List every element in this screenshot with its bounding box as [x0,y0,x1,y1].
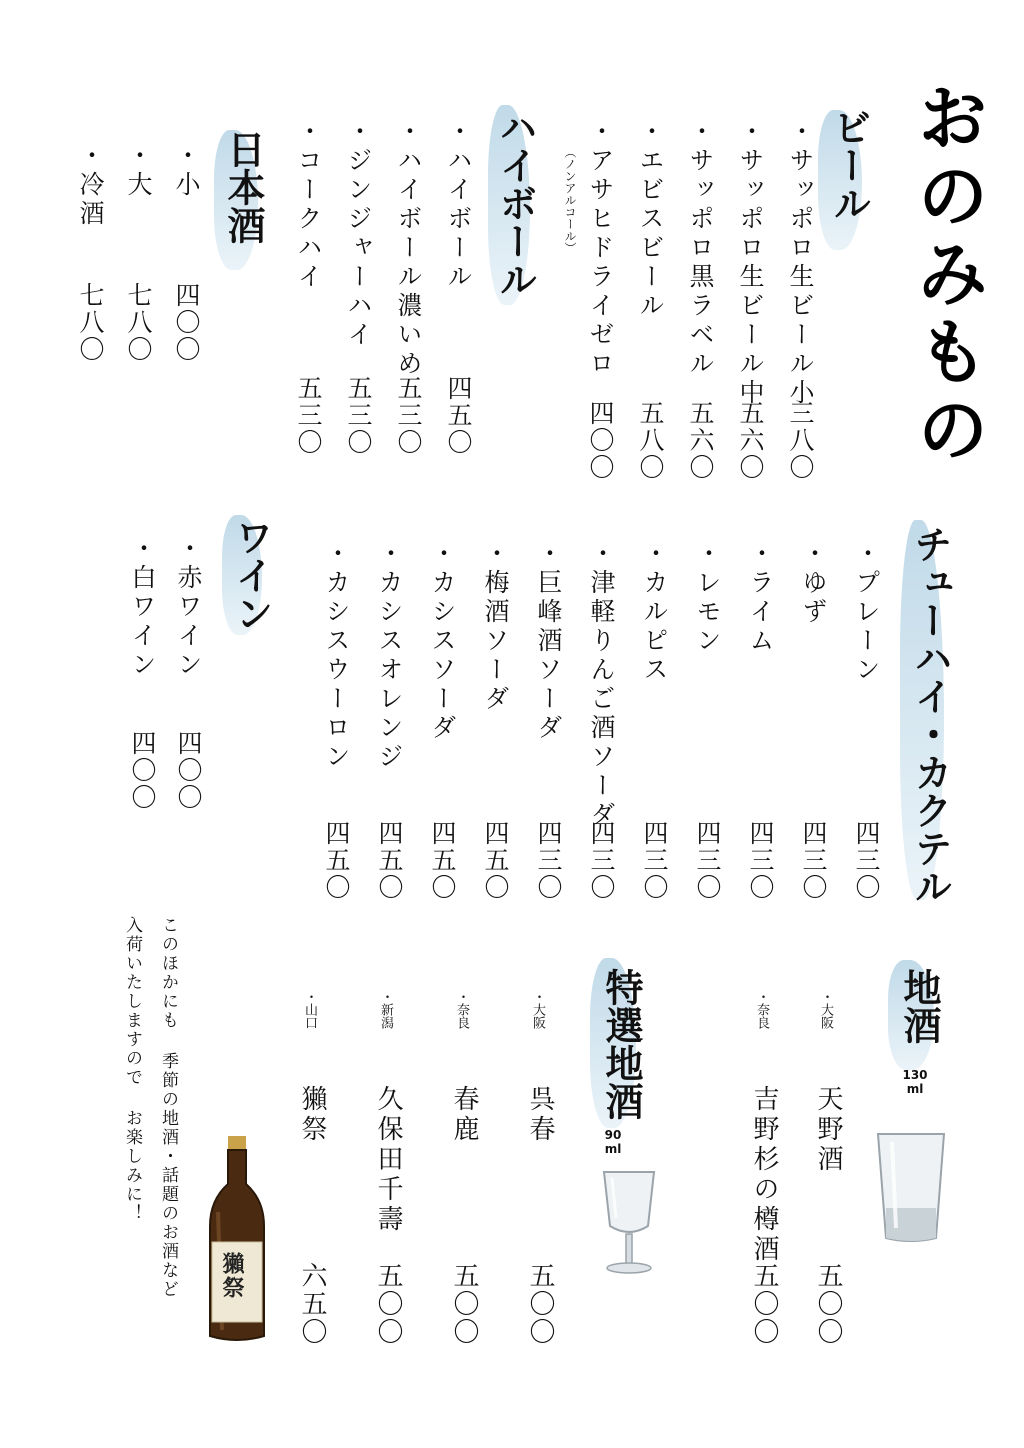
chuhai-item-name: ・カルピス [640,540,669,685]
chuhai-item-name: ・ライム [746,540,775,656]
chuhai-item-price: 四三〇 [640,820,669,901]
chuhai-item-price: 四三〇 [799,820,828,901]
jizake-item-price: 五〇〇 [749,1262,779,1346]
sake-item-price: 四〇〇 [172,282,201,363]
special-item-region: ・奈良 [454,990,469,1029]
jizake-item-price: 五〇〇 [813,1262,843,1346]
wine-item-name: ・赤ワイン [174,535,203,680]
highball-item-price: 五三〇 [394,375,423,456]
highball-title: ハイボール [493,108,537,298]
chuhai-title: チューハイ・カクテル [908,525,952,905]
special-item-price: 六五〇 [297,1262,327,1346]
sake-item-price: 七八〇 [76,282,105,363]
chuhai-item-price: 四五〇 [428,820,457,901]
beer-item-price: 五六〇 [736,400,765,481]
beer-item-name: ・サッポロ生ビール中 [736,118,765,408]
special-item-price: 五〇〇 [525,1262,555,1346]
chuhai-item-name: ・カシスオレンジ [375,540,404,772]
wine-item-price: 四〇〇 [174,730,203,811]
special-item-price: 五〇〇 [449,1262,479,1346]
sake-bottle-image [204,1134,270,1344]
beer-item-name: ・サッポロ黒ラベル [686,118,715,379]
special-item-region: ・大阪 [530,990,545,1029]
sake-item-name: ・冷酒 [76,142,105,229]
jizake-item-name: 吉野杉の樽酒 [749,1085,779,1265]
sake-title: 日本酒 [221,130,265,244]
wine-item-price: 四〇〇 [128,730,157,811]
chuhai-item-price: 四五〇 [481,820,510,901]
jizake-item-region: ・奈良 [754,990,769,1029]
chuhai-item-name: ・梅酒ソーダ [481,540,510,714]
bottle-label: 獺祭 [219,1252,244,1300]
chuhai-item-price: 四三〇 [587,820,616,901]
special-item-price: 五〇〇 [373,1262,403,1346]
beer-title: ビール [827,108,871,222]
chuhai-item-name: ・プレーン [852,540,881,685]
stemmed-glass-image [598,1168,660,1276]
sake-item-name: ・小 [172,142,201,200]
beer-item-name: ・サッポロ生ビール小 [786,118,815,408]
highball-item-price: 五三〇 [294,375,323,456]
chuhai-item-price: 四五〇 [322,820,351,901]
seasonal-note-line-2: 入荷いたしますので お楽しみに！ [122,916,142,1223]
special-item-name: 久保田千壽 [373,1085,403,1235]
jizake-item-region: ・大阪 [818,990,833,1029]
sake-item-price: 七八〇 [124,282,153,363]
beer-item-note: （ノンアルコール） [563,146,577,254]
chuhai-item-name: ・ゆず [799,540,828,627]
beer-item-price: 三八〇 [786,400,815,481]
chuhai-item-name: ・カシスウーロン [322,540,351,772]
page-title: おのみもの [905,80,989,470]
highball-item-name: ・コークハイ [294,118,323,292]
jizake-volume: 130 ml [902,1068,928,1096]
jizake-title: 地酒 [897,968,941,1044]
special-item-region: ・山口 [302,990,317,1029]
chuhai-item-name: ・津軽りんご酒ソーダ [587,540,616,830]
special-volume: 90 ml [604,1128,622,1156]
special-item-name: 呉春 [525,1085,555,1145]
special-title: 特選地酒 [599,968,643,1120]
highball-item-name: ・ハイボール濃いめ [394,118,423,379]
beer-item-price: 五六〇 [686,400,715,481]
special-item-name: 春鹿 [449,1085,479,1145]
beer-item-price: 四〇〇 [586,400,615,481]
chuhai-item-name: ・巨峰酒ソーダ [534,540,563,743]
jizake-item-name: 天野酒 [813,1085,843,1175]
beer-item-name: ・エビスビール [636,118,665,321]
chuhai-item-price: 四三〇 [852,820,881,901]
rocks-glass-image [874,1128,948,1246]
special-item-region: ・新潟 [378,990,393,1029]
beer-item-name: ・アサヒドライゼロ [586,118,615,379]
chuhai-item-price: 四三〇 [534,820,563,901]
sake-item-name: ・大 [124,142,153,200]
chuhai-item-price: 四三〇 [693,820,722,901]
wine-title: ワイン [229,518,273,632]
special-item-name: 獺祭 [297,1085,327,1145]
highball-item-price: 五三〇 [344,375,373,456]
wine-item-name: ・白ワイン [128,535,157,680]
highball-item-name: ・ジンジャーハイ [344,118,373,350]
chuhai-item-price: 四五〇 [375,820,404,901]
beer-item-price: 五八〇 [636,400,665,481]
chuhai-item-name: ・カシスソーダ [428,540,457,743]
seasonal-note-line-1: このほかにも 季節の地酒・話題のお酒など [158,916,178,1299]
highball-item-name: ・ハイボール [444,118,473,292]
chuhai-item-name: ・レモン [693,540,722,656]
chuhai-item-price: 四三〇 [746,820,775,901]
highball-item-price: 四五〇 [444,375,473,456]
